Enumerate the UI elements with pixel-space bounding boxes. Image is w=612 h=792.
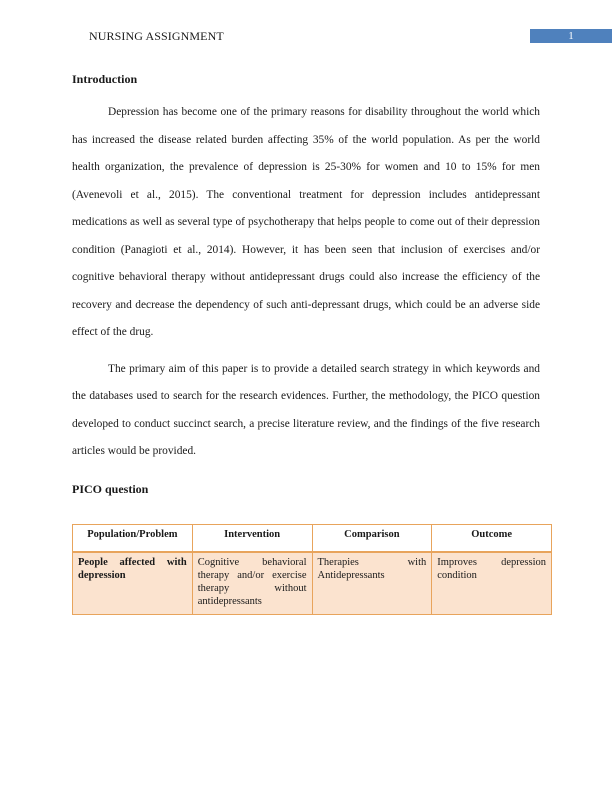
running-header-title: NURSING ASSIGNMENT bbox=[89, 29, 224, 43]
pico-table-header-row bbox=[73, 525, 552, 553]
page-number: 1 bbox=[530, 29, 612, 43]
cell-outcome: Improves depression condition bbox=[432, 552, 552, 615]
column-header-outcome: Outcome bbox=[432, 525, 552, 553]
introduction-heading: Introduction bbox=[72, 72, 138, 86]
cell-intervention: Cognitive behavioral therapy and/or exercise therapy without antidepressants bbox=[192, 552, 312, 615]
pico-table bbox=[72, 524, 552, 615]
cell-comparison: Therapies with Antidepressants bbox=[312, 552, 432, 615]
pico-heading: PICO question bbox=[72, 481, 149, 496]
introduction-paragraph-2: The primary aim of this paper is to provide a detailed search strategy in which keywords and the databases used to search for the research evidences. Further, the methodology, the PICO question developed to conduct succinct search, a precise literature review, and the findings of the five research articles would be provided. bbox=[72, 362, 540, 457]
column-header-intervention: Intervention bbox=[192, 525, 312, 553]
column-header-comparison: Comparison bbox=[312, 525, 432, 553]
column-header-population: Population/Problem bbox=[73, 525, 193, 553]
document-body bbox=[72, 70, 540, 498]
table-row bbox=[73, 552, 552, 615]
introduction-paragraph-1: Depression has become one of the primary reasons for disability throughout the world which has increased the disease related burden affecting 35% of the world population. As per the world health organization, the prevalence of depression is 25-30% for women and 10 to 15% for men (Avenevoli et al., 2015). The conventional treatment for depression includes antidepressant medications as well as several type of psychotherapy that helps people to come out of their depression condition (Panagioti et al., 2014). However, it has been seen that inclusion of exercises and/or cognitive behavioral therapy without antidepressant drugs could also increase the efficiency of the recovery and decrease the dependency of such anti-depressant drugs, which could be an adverse side effect of the drug. bbox=[72, 106, 540, 338]
cell-population: People affected with depression bbox=[73, 552, 193, 615]
